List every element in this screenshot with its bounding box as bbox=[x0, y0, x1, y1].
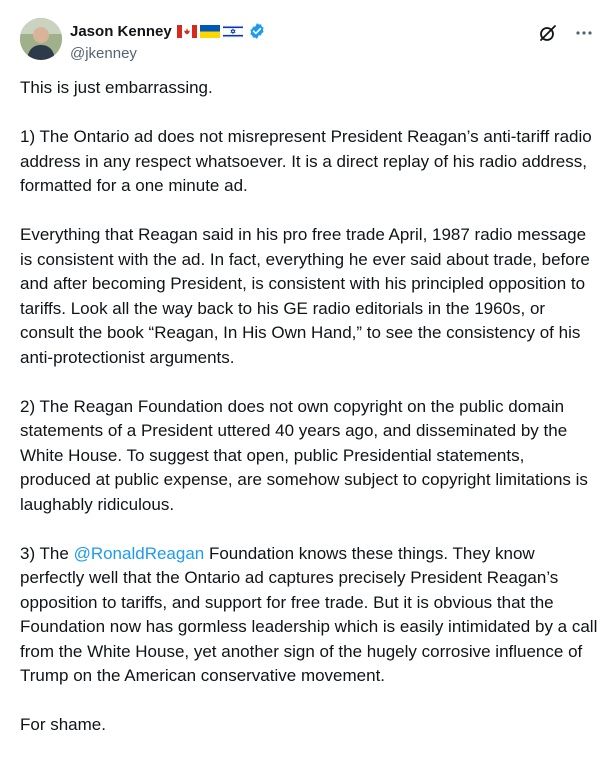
grok-icon[interactable] bbox=[537, 22, 559, 44]
post-header bbox=[20, 18, 595, 66]
paragraph-5-prefix: 3) The bbox=[20, 543, 74, 563]
flag-emojis bbox=[177, 25, 243, 38]
paragraph-5-rest: Foundation knows these things. They know perfectly well that the Ontario ad captures precisely President Reagan’s opposition to tariffs, and support for free trade. But it is obvious that the Foundation now has gormless leadership which is easily intimidated by a call from the White House, yet another sign of the hugely corrosive influence of Trump on the American conservative movement. bbox=[20, 543, 598, 685]
post-actions bbox=[537, 22, 595, 44]
post-paragraph-2: 1) The Ontario ad does not misrepresent President Reagan’s anti-tariff radio address in any respect whatsoever. It is a direct replay of his radio address, formatted for a one minute ad. bbox=[20, 127, 592, 195]
more-options-icon[interactable] bbox=[573, 22, 595, 44]
display-name[interactable]: Jason Kenney bbox=[70, 22, 172, 40]
verified-badge-icon bbox=[248, 22, 266, 40]
post-paragraph-5 bbox=[20, 542, 598, 689]
post-paragraph-6: For shame. bbox=[20, 715, 106, 734]
author-handle[interactable]: @jkenney bbox=[70, 45, 137, 62]
avatar[interactable] bbox=[20, 18, 62, 60]
post-paragraph-3: Everything that Reagan said in his pro free trade April, 1987 radio message is consistent with the ad. In fact, everything he ever said about trade, before and after becoming President, is consistent with his principled opposition to tariffs. Look all the way back to his GE radio editorials in the 1960s, or consult the book “Reagan, In His Own Hand,” to see the consistency of his anti-protectionist arguments. bbox=[20, 225, 590, 367]
name-line bbox=[70, 22, 266, 40]
post-paragraph-1: This is just embarrassing. bbox=[20, 78, 213, 97]
canada-flag-icon bbox=[177, 25, 197, 38]
post-body bbox=[20, 76, 598, 762]
mention-link-ronaldreagan[interactable]: @RonaldReagan bbox=[73, 543, 205, 563]
israel-flag-icon bbox=[223, 25, 243, 38]
post-paragraph-4: 2) The Reagan Foundation does not own copyright on the public domain statements of a President uttered 40 years ago, and disseminated by the White House. To suggest that open, public Presidential statements, produced at public expense, are somehow subject to copyright limitations is laughably ridiculous. bbox=[20, 396, 588, 514]
ukraine-flag-icon bbox=[200, 25, 220, 38]
